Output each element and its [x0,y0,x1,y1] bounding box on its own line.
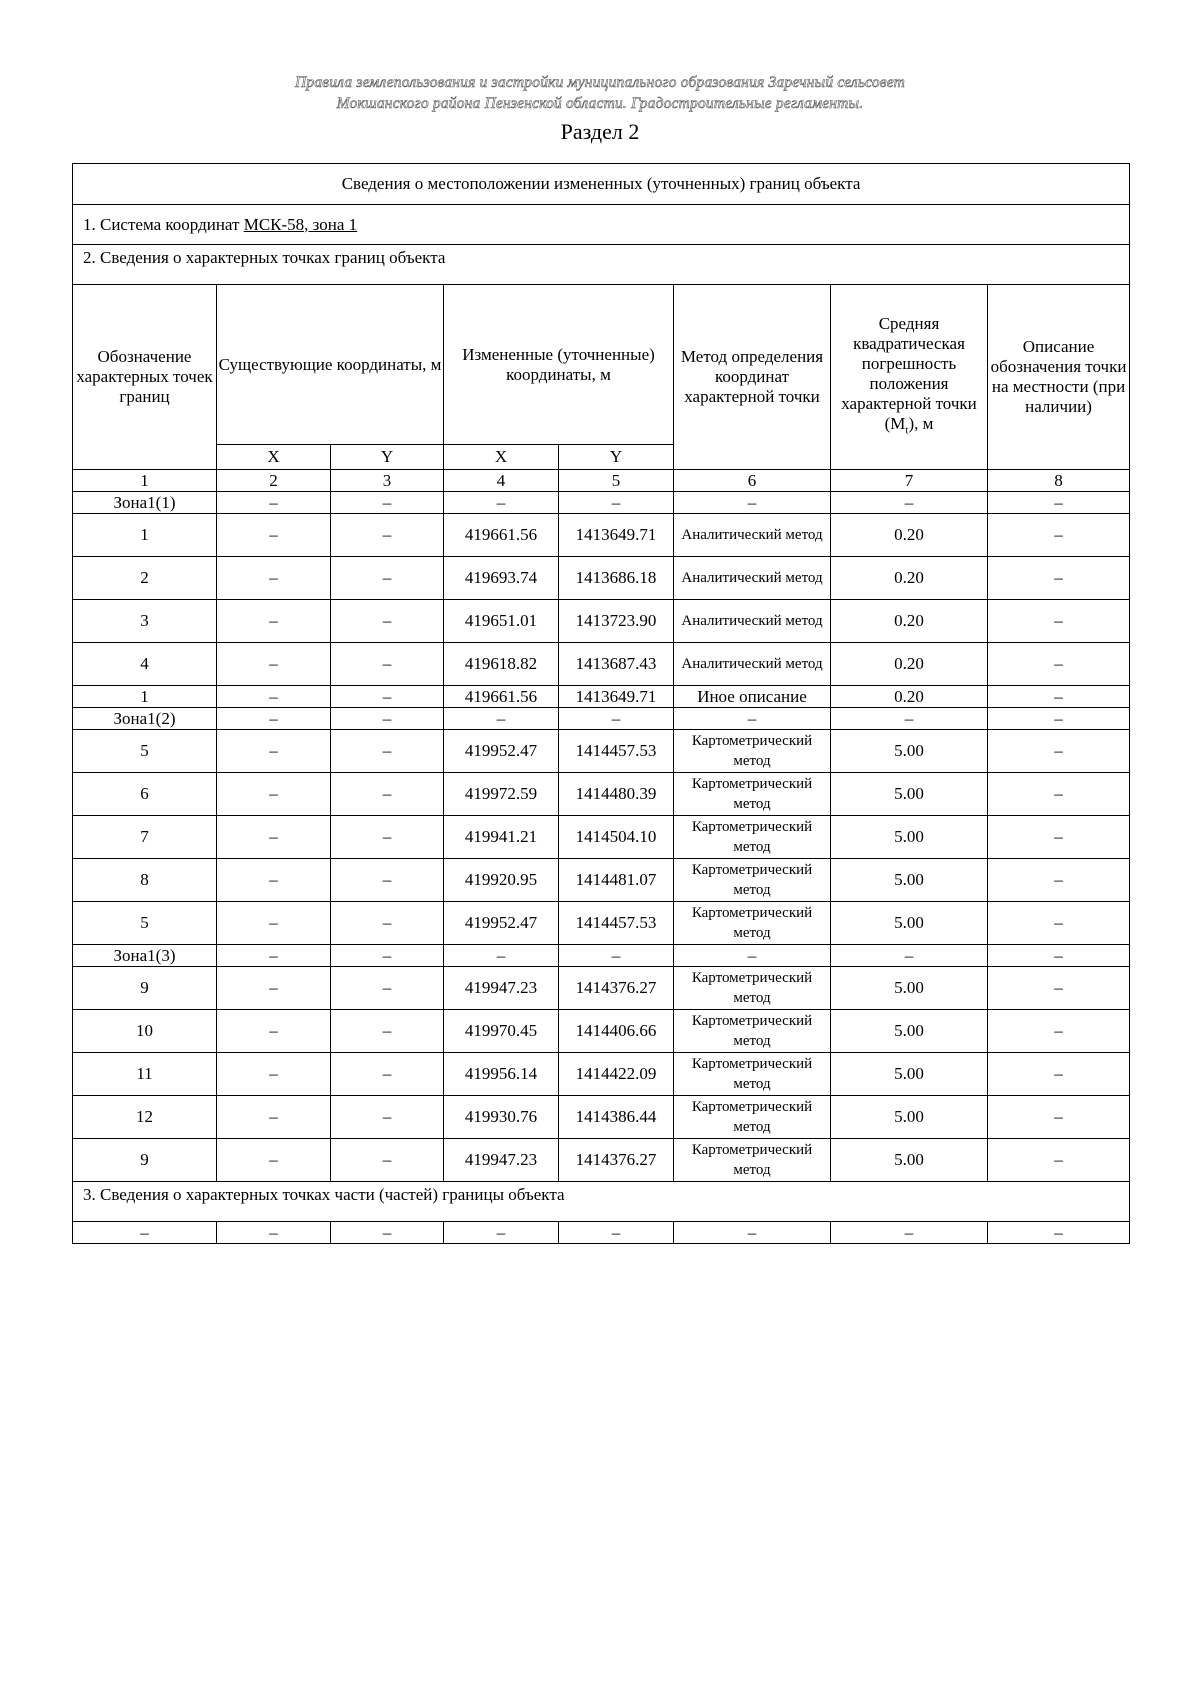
point-designation: 6 [73,773,217,816]
table-row-short [73,708,1130,730]
mean-error: 0.20 [831,600,988,643]
mean-error: 0.20 [831,643,988,686]
changed-y: – [559,945,674,967]
existing-x: – [217,902,331,945]
changed-x: – [444,492,559,514]
point-designation: 9 [73,1139,217,1182]
method: Картометрический метод [674,773,831,816]
parts-cell: – [331,1222,444,1244]
existing-x: – [217,1053,331,1096]
existing-x: – [217,600,331,643]
changed-y: 1414422.09 [559,1053,674,1096]
existing-x: – [217,773,331,816]
parts-row [73,1222,1130,1244]
method: Картометрический метод [674,1010,831,1053]
changed-y: 1413686.18 [559,557,674,600]
changed-x: 419972.59 [444,773,559,816]
coordinate-system-label: 1. Система координат [83,214,244,234]
table-row [73,600,1130,643]
point-designation: 1 [73,686,217,708]
existing-x: – [217,730,331,773]
point-designation: 10 [73,1010,217,1053]
column-number: 5 [559,470,674,492]
table-title: Сведения о местоположении измененных (уточненных) границ объекта [73,164,1130,205]
header-changed-y: Y [559,445,674,470]
header-existing-coordinates: Существующие координаты, м [217,285,444,445]
point-description: – [988,859,1130,902]
mean-error: 0.20 [831,686,988,708]
existing-y: – [331,967,444,1010]
changed-x: 419970.45 [444,1010,559,1053]
method: Аналитический метод [674,643,831,686]
method: Картометрический метод [674,967,831,1010]
table-row [73,514,1130,557]
header-line-1: Правила землепользования и застройки муниципального образования Заречный сельсовет [295,74,905,91]
table-row-short [73,945,1130,967]
point-description: – [988,557,1130,600]
table-row [73,902,1130,945]
point-designation: Зона1(3) [73,945,217,967]
point-designation: 12 [73,1096,217,1139]
section-title: Раздел 2 [560,119,640,144]
existing-y: – [331,492,444,514]
changed-y: 1414457.53 [559,902,674,945]
mean-error: – [831,708,988,730]
existing-x: – [217,514,331,557]
point-description: – [988,773,1130,816]
table-row [73,1053,1130,1096]
existing-y: – [331,514,444,557]
existing-y: – [331,557,444,600]
changed-x: 419956.14 [444,1053,559,1096]
table-row [73,1096,1130,1139]
method: Аналитический метод [674,514,831,557]
changed-x: 419952.47 [444,730,559,773]
coordinate-system-row [73,205,1130,245]
changed-y: 1414406.66 [559,1010,674,1053]
changed-y: 1414386.44 [559,1096,674,1139]
table-row-short [73,686,1130,708]
method: Картометрический метод [674,859,831,902]
method: Картометрический метод [674,902,831,945]
existing-y: – [331,859,444,902]
changed-y: 1413649.71 [559,686,674,708]
existing-y: – [331,643,444,686]
column-number: 2 [217,470,331,492]
table-row [73,859,1130,902]
table-row [73,643,1130,686]
table-row [73,557,1130,600]
table-row [73,773,1130,816]
parts-section-heading: 3. Сведения о характерных точках части (частей) границы объекта [73,1182,1130,1222]
method: Иное описание [674,686,831,708]
existing-x: – [217,1139,331,1182]
table-row [73,967,1130,1010]
coordinate-system-value: МСК-58, зона 1 [243,214,358,234]
header-existing-y: Y [331,445,444,470]
point-designation: 4 [73,643,217,686]
point-description: – [988,1139,1130,1182]
changed-y: 1413723.90 [559,600,674,643]
existing-y: – [331,816,444,859]
column-number: 3 [331,470,444,492]
existing-x: – [217,816,331,859]
changed-x: 419920.95 [444,859,559,902]
point-description: – [988,514,1130,557]
parts-cell: – [831,1222,988,1244]
method: Картометрический метод [674,1096,831,1139]
point-designation: Зона1(1) [73,492,217,514]
point-description: – [988,600,1130,643]
header-changed-coordinates: Измененные (уточненные) координаты, м [444,285,674,445]
column-number: 4 [444,470,559,492]
changed-x: 419618.82 [444,643,559,686]
existing-y: – [331,773,444,816]
method: Картометрический метод [674,730,831,773]
changed-y: 1414504.10 [559,816,674,859]
method: Аналитический метод [674,557,831,600]
changed-y: 1414376.27 [559,967,674,1010]
method: – [674,708,831,730]
table-row [73,1010,1130,1053]
mean-error: 5.00 [831,1053,988,1096]
existing-y: – [331,686,444,708]
point-description: – [988,816,1130,859]
header-method: Метод определения координат характерной точки [674,285,831,470]
mean-error: – [831,945,988,967]
changed-x: 419947.23 [444,967,559,1010]
document-header-note [0,72,1200,114]
point-designation: 11 [73,1053,217,1096]
column-number: 8 [988,470,1130,492]
changed-y: 1414481.07 [559,859,674,902]
point-description: – [988,686,1130,708]
changed-x: 419651.01 [444,600,559,643]
point-description: – [988,1010,1130,1053]
table-row-short [73,492,1130,514]
column-number: 7 [831,470,988,492]
existing-x: – [217,859,331,902]
changed-y: 1414480.39 [559,773,674,816]
point-description: – [988,1096,1130,1139]
header-changed-x: X [444,445,559,470]
changed-y: – [559,492,674,514]
mean-error: 0.20 [831,514,988,557]
existing-y: – [331,1010,444,1053]
point-description: – [988,492,1130,514]
table-row [73,816,1130,859]
existing-x: – [217,643,331,686]
existing-y: – [331,730,444,773]
mean-error: 5.00 [831,1096,988,1139]
mean-error: 5.00 [831,730,988,773]
existing-x: – [217,1010,331,1053]
method: Картометрический метод [674,1139,831,1182]
existing-y: – [331,945,444,967]
points-section-heading: 2. Сведения о характерных точках границ объекта [73,245,1130,285]
method: Картометрический метод [674,1053,831,1096]
changed-x: 419947.23 [444,1139,559,1182]
point-designation: 5 [73,730,217,773]
changed-x: – [444,708,559,730]
changed-x: 419661.56 [444,514,559,557]
mean-error: 5.00 [831,1010,988,1053]
mean-error: – [831,492,988,514]
column-number: 6 [674,470,831,492]
existing-y: – [331,1053,444,1096]
changed-x: 419693.74 [444,557,559,600]
point-designation: 7 [73,816,217,859]
point-description: – [988,730,1130,773]
header-designation: Обозначение характерных точек границ [73,285,217,470]
point-description: – [988,1053,1130,1096]
point-designation: 1 [73,514,217,557]
method: Картометрический метод [674,816,831,859]
existing-y: – [331,902,444,945]
method: Аналитический метод [674,600,831,643]
mean-error: 0.20 [831,557,988,600]
changed-x: – [444,945,559,967]
header-existing-x: X [217,445,331,470]
changed-y: 1414376.27 [559,1139,674,1182]
table-row [73,1139,1130,1182]
header-error-unit: ), м [908,413,934,433]
changed-y: – [559,708,674,730]
changed-x: 419952.47 [444,902,559,945]
changed-y: 1413649.71 [559,514,674,557]
point-description: – [988,708,1130,730]
parts-cell: – [217,1222,331,1244]
header-error [831,285,988,470]
mean-error: 5.00 [831,902,988,945]
mean-error: 5.00 [831,773,988,816]
existing-x: – [217,967,331,1010]
existing-x: – [217,492,331,514]
point-designation: 3 [73,600,217,643]
point-designation: 5 [73,902,217,945]
mean-error: 5.00 [831,859,988,902]
existing-x: – [217,686,331,708]
method: – [674,945,831,967]
parts-cell: – [73,1222,217,1244]
table-row [73,730,1130,773]
point-designation: Зона1(2) [73,708,217,730]
parts-cell: – [559,1222,674,1244]
boundary-coordinates-table [72,163,1130,1244]
existing-x: – [217,708,331,730]
existing-x: – [217,557,331,600]
parts-cell: – [444,1222,559,1244]
changed-x: 419661.56 [444,686,559,708]
header-error-text: Средняя квадратическая погрешность положения характерной точки (M [841,313,977,433]
header-error-subscript: t [905,424,909,437]
mean-error: 5.00 [831,967,988,1010]
point-description: – [988,945,1130,967]
point-description: – [988,902,1130,945]
changed-x: 419930.76 [444,1096,559,1139]
mean-error: 5.00 [831,1139,988,1182]
changed-y: 1413687.43 [559,643,674,686]
method: – [674,492,831,514]
mean-error: 5.00 [831,816,988,859]
parts-cell: – [674,1222,831,1244]
existing-y: – [331,1096,444,1139]
parts-cell: – [988,1222,1130,1244]
header-description: Описание обозначения точки на местности (при наличии) [988,285,1130,470]
existing-y: – [331,1139,444,1182]
point-designation: 2 [73,557,217,600]
point-designation: 8 [73,859,217,902]
existing-x: – [217,945,331,967]
existing-y: – [331,600,444,643]
point-designation: 9 [73,967,217,1010]
changed-x: 419941.21 [444,816,559,859]
existing-x: – [217,1096,331,1139]
changed-y: 1414457.53 [559,730,674,773]
column-number-row [73,470,1130,492]
column-number: 1 [73,470,217,492]
point-description: – [988,643,1130,686]
existing-y: – [331,708,444,730]
point-description: – [988,967,1130,1010]
header-line-2: Мокшанского района Пензенской области. Градостроительные регламенты. [336,95,864,112]
